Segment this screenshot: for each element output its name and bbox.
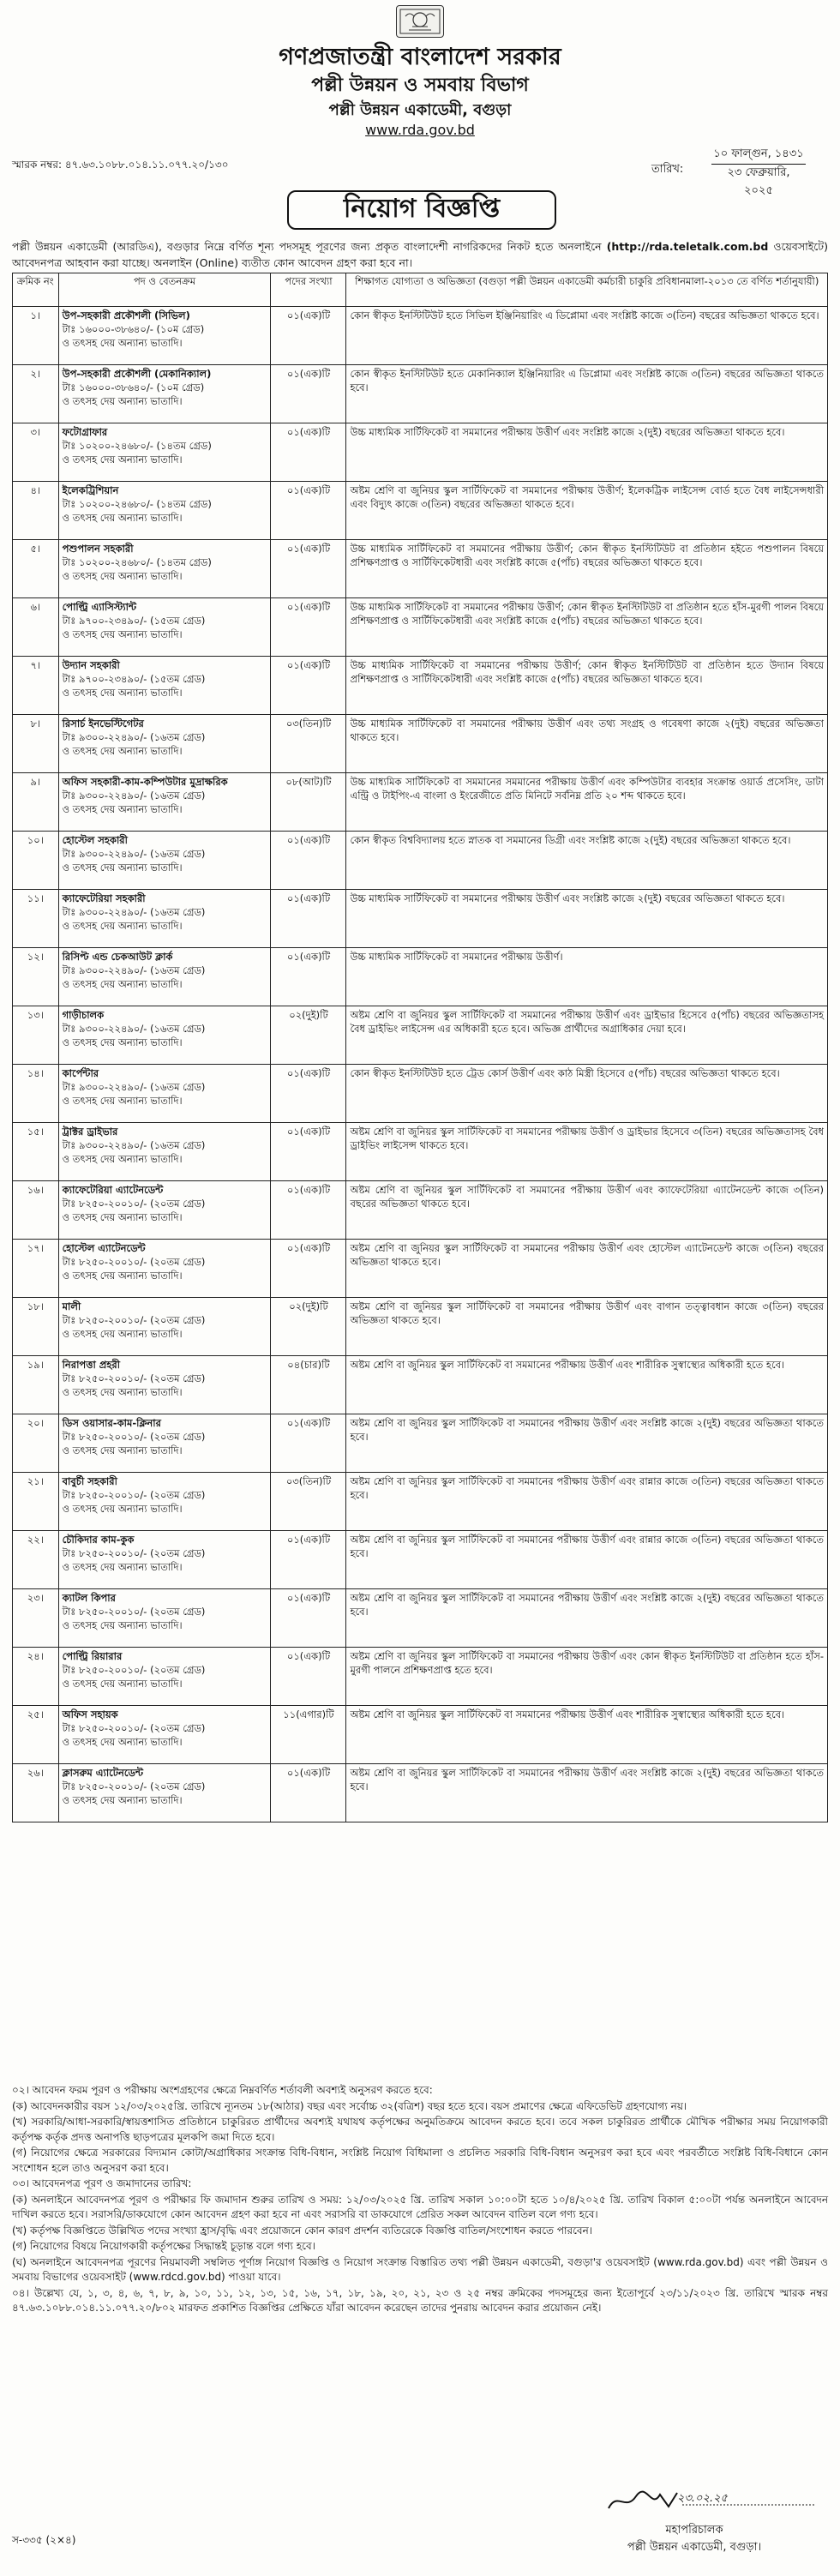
table-row [13,715,828,773]
row-post [58,1531,271,1589]
row-post [58,1706,271,1764]
table-row [13,307,828,365]
row-count: ০১(এক)টি [271,832,346,890]
row-sl: ২২। [13,1531,59,1589]
row-sl: ৯। [13,773,59,832]
row-count: ০১(এক)টি [271,948,346,1006]
org-title: গণপ্রজাতন্ত্রী বাংলাদেশ সরকার [279,44,561,70]
row-qualification: কোন স্বীকৃত ইনস্টিটিউট হতে ট্রেড কোর্স উত্তীর্ণ এবং কাঠ মিস্ত্রী হিসেবে ৫(পাঁচ) বছরের অভিজ্ঞতা থাকতে হবে। [346,1065,828,1123]
post-pay-scale: টাঃ ৮২৫০-২০০১০/- (২০তম গ্রেড) [62,1431,206,1443]
row-qualification: উচ্চ মাধ্যমিক সার্টিফিকেট বা সমমানের পরীক্ষায় উত্তীর্ণ; কোন স্বীকৃত ইনস্টিটিউট বা প্রতিষ্ঠান হতে উদ্যান বিষয়ে প্রশিক্ষণপ্রাপ্ত ও সার্টিফিকেটধারী এবং সংশ্লিষ্ট কাজে ৫(পাঁচ) বছরের অভিজ্ঞতা থাকতে হবে। [346,657,828,715]
row-count: ০৪(চার)টি [271,1356,346,1414]
post-pay-scale: টাঃ ৮২৫০-২০০১০/- (২০তম গ্রেড) [62,1547,206,1559]
header-sl: ক্রমিক নং [13,273,59,307]
table-row [13,1123,828,1181]
intro-paragraph [12,238,828,271]
post-name: চৌকিদার কাম-কুক [62,1534,135,1546]
post-name: রিসিপ্ট এন্ড চেকআউট ক্লার্ক [62,951,173,963]
row-qualification: অষ্টম শ্রেণি বা জুনিয়র স্কুল সার্টিফিকেট বা সমমানের পরীক্ষায় উত্তীর্ণ এবং ড্রাইভার হিসেবে ৫(পাঁচ) বছরের অভিজ্ঞতাসহ বৈধ ড্রাইভিং লাইসেন্স এর অধিকারী হতে হবে। অভিজ্ঞ প্রার্থীদের অগ্রাধিকার দেয়া হবে। [346,1006,828,1065]
row-qualification: উচ্চ মাধ্যমিক সার্টিফিকেট বা সমমানের পরীক্ষায় উত্তীর্ণ এবং তথ্য সংগ্রহ ও গবেষণা কাজে ২(দুই) বছরের অভিজ্ঞতা থাকতে হবে। [346,715,828,773]
date-bangla: ১০ ফাল্গুন, ১৪৩১ [711,146,806,165]
government-emblem-icon [396,5,444,38]
post-pay-scale: টাঃ ৯৩০০-২২৪৯০/- (১৬তম গ্রেড) [62,906,206,918]
post-allowance: ও তৎসহ দেয় অন্যান্য ভাতাদি। [62,1095,183,1107]
row-post [58,657,271,715]
row-count: ০২(দুই)টি [271,1006,346,1065]
row-post [58,482,271,540]
post-allowance: ও তৎসহ দেয় অন্যান্য ভাতাদি। [62,1270,183,1282]
row-sl: ৭। [13,657,59,715]
row-sl: ২৩। [13,1589,59,1648]
post-name: কার্পেন্টার [62,1067,99,1079]
row-qualification: অষ্টম শ্রেণি বা জুনিয়র স্কুল সার্টিফিকেট বা সমমানের পরীক্ষায় উত্তীর্ণ এবং সংশ্লিষ্ট কাজে ২(দুই) বছরের অভিজ্ঞতা থাকতে হবে। [346,1764,828,1822]
note-item: ০৪। উল্লেখ্য যে, ১, ৩, ৪, ৬, ৭, ৮, ৯, ১০, ১১, ১২, ১৩, ১৫, ১৬, ১৭, ১৮, ১৯, ২০, ২১, ২৩ ও ২৫ নম্বর ক্রমিকের পদসমূহের জন্য ইতোপূর্বে ২৩/১১/২০২৩ খ্রি. তারিখে স্মারক নম্বর ৪৭.৬৩.১০৮৮.০১৪.১১.০৭৭.২০/৮০২ মারফত প্রকাশিত বিজ্ঞপ্তির প্রেক্ষিতে যাঁরা আবেদন করেছেন তাদের পুনরায় আবেদন করার প্রয়োজন নেই। [12,2286,828,2314]
post-allowance: ও তৎসহ দেয় অন্যান্য ভাতাদি। [62,978,183,990]
post-name: বাবুর্চী সহকারী [62,1475,117,1487]
table-row [13,890,828,948]
row-sl: ৬। [13,598,59,657]
post-pay-scale: টাঃ ৮২৫০-২০০১০/- (২০তম গ্রেড) [62,1722,206,1734]
row-qualification: উচ্চ মাধ্যমিক সার্টিফিকেট বা সমমানের পরীক্ষায় উত্তীর্ণ; কোন স্বীকৃত ইনস্টিটিউট বা প্রতিষ্ঠান হতে হাঁস-মুরগী পালন বিষয়ে প্রশিক্ষণপ্রাপ্ত ও সার্টিফিকেটধারী এবং সংশ্লিষ্ট কাজে ৫(পাঁচ) বছরের অভিজ্ঞতা থাকতে হবে। [346,598,828,657]
post-name: ট্রাক্টর ড্রাইভার [62,1126,118,1138]
row-sl: ২৪। [13,1648,59,1706]
signatory-office: পল্লী উন্নয়ন একাডেমী, বগুড়া। [627,2541,762,2554]
row-qualification: কোন স্বীকৃত ইনস্টিটিউট হতে মেকানিক্যাল ইঞ্জিনিয়ারিং এ ডিপ্লোমা এবং সংশ্লিষ্ট কাজে ৩(তিন) বছরের অভিজ্ঞতা থাকতে হবে। [346,365,828,423]
post-pay-scale: টাঃ ৯৩০০-২২৪৯০/- (১৬তম গ্রেড) [62,790,206,802]
post-allowance: ও তৎসহ দেয় অন্যান্য ভাতাদি। [62,453,183,465]
post-allowance: ও তৎসহ দেয় অন্যান্য ভাতাদি। [62,745,183,757]
table-header-row [13,273,828,307]
row-post [58,1240,271,1298]
note-item: (গ) নিয়োগের ক্ষেত্রে সরকারের বিদ্যমান কোটা/অগ্রাধিকার সংক্রান্ত বিধি-বিধান, সংশ্লিষ্ট নিয়োগ বিধিমালা ও প্রচলিত সরকারি বিধি-বিধান অনুসরণ করা হবে এবং পরবর্তীতে সংশ্লিষ্ট বিধি-বিধানে কোন সংশোধন হলে তাও অনুসরণ করা হবে। [12,2147,828,2174]
row-post [58,1473,271,1531]
table-row [13,423,828,482]
row-post [58,1648,271,1706]
row-qualification: উচ্চ মাধ্যমিক সার্টিফিকেট বা সমমানের পরীক্ষায় উত্তীর্ণ এবং সংশ্লিষ্ট কাজে ২(দুই) বছরের অভিজ্ঞতা থাকতে হবে। [346,890,828,948]
table-row [13,1648,828,1706]
post-allowance: ও তৎসহ দেয় অন্যান্য ভাতাদি। [62,1153,183,1165]
row-count: ০১(এক)টি [271,540,346,598]
post-allowance: ও তৎসহ দেয় অন্যান্য ভাতাদি। [62,920,183,932]
post-allowance: ও তৎসহ দেয় অন্যান্য ভাতাদি। [62,1794,183,1806]
note-item: (ক) অনলাইনে আবেদনপত্র পূরণ ও পরীক্ষার ফি জমাদান শুরুর তারিখ ও সময়: ১২/০৩/২০২৫ খ্রি. তারিখ সকাল ১০:০০টা হতে ১০/৪/২০২৫ খ্রি. তারিখ বিকাল ৫:০০টা পর্যন্ত অনলাইনে আবেদন দাখিল করতে হবে। সরাসরি/ডাকযোগে কোন আবেদন গ্রহণ করা হবে না এবং সরাসরি বা ডাকযোগে প্রেরিত সকল আবেদন বাতিল বলে গণ্য হবে। [12,2193,828,2220]
post-allowance: ও তৎসহ দেয় অন্যান্য ভাতাদি। [62,1503,183,1515]
row-count: ১১(এগার)টি [271,1706,346,1764]
row-post [58,773,271,832]
row-post [58,365,271,423]
table-row [13,1006,828,1065]
row-count: ০১(এক)টি [271,1414,346,1473]
academy-title: পল্লী উন্নয়ন একাডেমী, বগুড়া [328,101,512,119]
row-sl: ১১। [13,890,59,948]
row-post [58,1356,271,1414]
post-name: অফিস সহকারী-কাম-কম্পিউটার মুদ্রাক্ষরিক [62,776,228,788]
post-pay-scale: টাঃ ৮২৫০-২০০১০/- (২০তম গ্রেড) [62,1606,206,1618]
post-name: পশুপালন সহকারী [62,543,134,555]
row-qualification: অষ্টম শ্রেণি বা জুনিয়র স্কুল সার্টিফিকেট বা সমমানের পরীক্ষায় উত্তীর্ণ ও ড্রাইভার হিসেবে ৩(তিন) বছরের অভিজ্ঞতাসহ বৈধ ড্রাইভিং লাইসেন্স থাকতে হবে। [346,1123,828,1181]
row-sl: ৩। [13,423,59,482]
post-name: হোস্টেল এ্যাটেনডেন্ট [62,1242,146,1254]
row-sl: ২। [13,365,59,423]
row-count: ০১(এক)টি [271,1065,346,1123]
post-pay-scale: টাঃ ৮২৫০-২০০১০/- (২০তম গ্রেড) [62,1314,206,1326]
row-post [58,1181,271,1240]
note-item: (খ) কর্তৃপক্ষ বিজ্ঞপ্তিতে উল্লিখিত পদের সংখ্যা হ্রাস/বৃদ্ধি এবং প্রয়োজনে কোন কারণ প্রদর্শন ব্যতিরেকে বিজ্ঞপ্তি বাতিল/সংশোধন করতে পারবেন। [12,2224,593,2237]
row-qualification: অষ্টম শ্রেণি বা জুনিয়র স্কুল সার্টিফিকেট বা সমমানের পরীক্ষায় উত্তীর্ণ এবং রান্নার কাজে ৩(তিন) বছরের অভিজ্ঞতা থাকতে হবে। [346,1531,828,1589]
table-row [13,482,828,540]
signature-date: ২৩.০২.২৫ [677,2492,728,2505]
post-allowance: ও তৎসহ দেয় অন্যান্য ভাতাদি। [62,1678,183,1690]
row-post [58,423,271,482]
row-qualification: অষ্টম শ্রেণি বা জুনিয়র স্কুল সার্টিফিকেট বা সমমানের পরীক্ষায় উত্তীর্ণ এবং শারীরিক সুস্বাস্থ্যের অধিকারী হতে হবে। [346,1356,828,1414]
row-count: ০১(এক)টি [271,1240,346,1298]
ad-code: স-৩৩৫ (২×৪) [12,2534,76,2546]
row-sl: ১৩। [13,1006,59,1065]
post-allowance: ও তৎসহ দেয় অন্যান্য ভাতাদি। [62,1736,183,1748]
note-item: (ক) আবেদনকারীর বয়স ১২/০৩/২০২৫খ্রি. তারিখে ন্যূনতম ১৮(আঠার) বছর এবং সর্বোচ্চ ৩২(বত্রিশ) বছর হতে হবে। বয়স প্রমাণের ক্ষেত্রে এফিডেভিট গ্রহণযোগ্য নয়। [12,2099,687,2112]
posts-table-body [13,307,828,1822]
post-pay-scale: টাঃ ৯৩০০-২২৪৯০/- (১৬তম গ্রেড) [62,731,206,743]
table-row [13,365,828,423]
division-title: পল্লী উন্নয়ন ও সমবায় বিভাগ [311,75,529,96]
intro-text-2: ওয়েবসাইটে) আবেদনপত্র আহবান করা যাচ্ছে। অনলাইন (Online) ব্যতীত কোন আবেদন গ্রহণ করা হবে না। [12,240,828,269]
row-qualification: অষ্টম শ্রেণি বা জুনিয়র স্কুল সার্টিফিকেট বা সমমানের পরীক্ষায় উত্তীর্ণ এবং শারীরিক সুস্বাস্থ্যের অধিকারী হতে হবে। [346,1706,828,1764]
post-allowance: ও তৎসহ দেয় অন্যান্য ভাতাদি। [62,687,183,699]
post-pay-scale: টাঃ ৮২৫০-২০০১০/- (২০তম গ্রেড) [62,1489,206,1501]
post-pay-scale: টাঃ ৮২৫০-২০০১০/- (২০তম গ্রেড) [62,1372,206,1384]
post-pay-scale: টাঃ ১০২০০-২৪৬৮০/- (১৪তম গ্রেড) [62,440,212,452]
date-english: ২৩ ফেব্রুয়ারি, ২০২৫ [727,166,790,197]
row-post [58,1006,271,1065]
table-row [13,1181,828,1240]
post-pay-scale: টাঃ ৯৩০০-২২৪৯০/- (১৬তম গ্রেড) [62,1081,206,1093]
post-name: ক্যাফেটেরিয়া এ্যাটেনডেন্ট [62,1184,164,1196]
post-pay-scale: টাঃ ৮২৫০-২০০১০/- (২০তম গ্রেড) [62,1664,206,1676]
note-item: (গ) নিয়োগের বিষয়ে নিয়োগকারী কর্তৃপক্ষের সিদ্ধান্তই চূড়ান্ত বলে গণ্য হবে। [12,2240,315,2252]
post-name: হোস্টেল সহকারী [62,834,128,846]
row-count: ০১(এক)টি [271,307,346,365]
header-qual: শিক্ষাগত যোগ্যতা ও অভিজ্ঞতা (বগুড়া পল্লী উন্নয়ন একাডেমী কর্মচারী চাকুরি প্রবিধানমালা-২০১৩ তে বর্ণিত শর্তানুযায়ী) [346,273,828,307]
row-qualification: অষ্টম শ্রেণি বা জুনিয়র স্কুল সার্টিফিকেট বা সমমানের পরীক্ষায় উত্তীর্ণ এবং সংশ্লিষ্ট কাজে ২(দুই) বছরের অভিজ্ঞতা থাকতে হবে। [346,1414,828,1473]
post-allowance: ও তৎসহ দেয় অন্যান্য ভাতাদি। [62,337,183,349]
row-count: ০১(এক)টি [271,1181,346,1240]
signatory-title: মহাপরিচালক [665,2524,723,2537]
post-name: ক্যাটল কিপার [62,1592,116,1604]
post-allowance: ও তৎসহ দেয় অন্যান্য ভাতাদি। [62,1561,183,1573]
post-pay-scale: টাঃ ৯৩০০-২২৪৯০/- (১৬তম গ্রেড) [62,1023,206,1035]
table-row [13,1356,828,1414]
row-count: ০১(এক)টি [271,1648,346,1706]
row-qualification: কোন স্বীকৃত ইনস্টিটিউট হতে সিভিল ইঞ্জিনিয়ারিং এ ডিপ্লোমা এবং সংশ্লিষ্ট কাজে ৩(তিন) বছরের অভিজ্ঞতা থাকতে হবে। [346,307,828,365]
row-sl: ২০। [13,1414,59,1473]
post-name: ক্যাফেটেরিয়া সহকারী [62,892,146,904]
row-count: ০১(এক)টি [271,365,346,423]
row-sl: ২১। [13,1473,59,1531]
table-row [13,1764,828,1822]
row-count: ০১(এক)টি [271,1589,346,1648]
row-qualification: উচ্চ মাধ্যমিক সার্টিফিকেট বা সমমানের সমমানের পরীক্ষায় উত্তীর্ণ এবং কম্পিউটার ব্যবহার সংক্রান্ত ওয়ার্ড প্রসেসিং, ডাটা এন্ট্রি ও টাইপিং-এ বাংলা ও ইংরেজীতে প্রতি মিনিটে সর্বনিম্ন প্রতি ২০ শব্দ থাকতে হবে। [346,773,828,832]
row-sl: ১৮। [13,1298,59,1356]
row-sl: ২৬। [13,1764,59,1822]
row-qualification: কোন স্বীকৃত বিশ্ববিদ্যালয় হতে স্নাতক বা সমমানের ডিগ্রী এবং সংশ্লিষ্ট কাজে ২(দুই) বছরের অভিজ্ঞতা থাকতে হবে। [346,832,828,890]
row-post [58,948,271,1006]
row-sl: ১৭। [13,1240,59,1298]
row-post [58,832,271,890]
row-qualification: অষ্টম শ্রেণি বা জুনিয়র স্কুল সার্টিফিকেট বা সমমানের পরীক্ষায় উত্তীর্ণ এবং বাগান তত্ত্বাবধান কাজে ৩(তিন) বছরের অভিজ্ঞতা থাকতে হবে। [346,1298,828,1356]
apply-link[interactable]: (http://rda.teletalk.com.bd [606,240,769,253]
post-allowance: ও তৎসহ দেয় অন্যান্য ভাতাদি। [62,1328,183,1340]
row-sl: ১৪। [13,1065,59,1123]
post-allowance: ও তৎসহ দেয় অন্যান্য ভাতাদি। [62,570,183,582]
row-sl: ৫। [13,540,59,598]
post-name: ডিস ওয়াসার-কাম-ক্লিনার [62,1417,161,1429]
row-count: ০১(এক)টি [271,598,346,657]
post-name: নিরাপত্তা প্রহরী [62,1359,121,1371]
row-sl: ১৯। [13,1356,59,1414]
row-count: ০২(দুই)টি [271,1298,346,1356]
post-allowance: ও তৎসহ দেয় অন্যান্য ভাতাদি। [62,803,183,815]
post-allowance: ও তৎসহ দেয় অন্যান্য ভাতাদি। [62,512,183,524]
header-post: পদ ও বেতনক্রম [58,273,271,307]
row-post [58,715,271,773]
post-name: রিসার্চ ইনভেস্টিগেটর [62,718,144,730]
post-name: মালী [62,1300,81,1312]
intro-text-1: পল্লী উন্নয়ন একাডেমী (আরডিএ), বগুড়ার নিম্নে বর্ণিত শূন্য পদসমূহ পূরণের জন্য প্রকৃত বাংলাদেশী নাগরিকদের নিকট হতে অনলাইনে [12,240,602,253]
row-post [58,540,271,598]
note-item: (খ) সরকারি/আধা-সরকারি/স্বায়ত্তশাসিত প্রতিষ্ঠানে চাকুরিরত প্রার্থীদের অবশ্যই যথাযথ কর্তৃপক্ষের অনুমতিক্রমে আবেদন করতে হবে। তবে সকল চাকুরিরত প্রার্থীকে মৌখিক পরীক্ষার সময় নিয়োগকারী কর্তৃপক্ষ কর্তৃক প্রদত্ত অনাপত্তি ছাড়পত্রের মূলকপি জমা দিতে হবে। [12,2116,828,2143]
notice-title: নিয়োগ বিজ্ঞপ্তি [287,190,556,230]
table-row [13,540,828,598]
post-name: পোল্ট্রি রিয়ারার [62,1650,123,1662]
table-row [13,832,828,890]
post-pay-scale: টাঃ ৮২৫০-২০০১০/- (২০তম গ্রেড) [62,1256,206,1268]
header-count: পদের সংখ্যা [271,273,346,307]
post-pay-scale: টাঃ ৮২৫০-২০০১০/- (২০তম গ্রেড) [62,1198,206,1210]
post-pay-scale: টাঃ ৮২৫০-২০০১০/- (২০তম গ্রেড) [62,1780,206,1792]
post-pay-scale: টাঃ ৯৭০০-২৩৪৯০/- (১৫তম গ্রেড) [62,615,206,627]
post-allowance: ও তৎসহ দেয় অন্যান্য ভাতাদি। [62,1444,183,1456]
table-row [13,1531,828,1589]
date-label: তারিখ: [651,163,684,176]
post-name: অফিস সহায়ক [62,1708,118,1720]
post-name: ইলেকট্রিশিয়ান [62,484,119,496]
post-name: উদ্যান সহকারী [62,659,120,671]
table-row [13,1589,828,1648]
row-count: ০১(এক)টি [271,482,346,540]
row-qualification: অষ্টম শ্রেণি বা জুনিয়র স্কুল সার্টিফিকেট বা সমমানের পরীক্ষায় উত্তীর্ণ এবং রান্নার কাজে ৩(তিন) বছরের অভিজ্ঞতা থাকতে হবে। [346,1473,828,1531]
row-sl: ১৫। [13,1123,59,1181]
notes-section [12,2083,828,2317]
post-pay-scale: টাঃ ৯৩০০-২২৪৯০/- (১৬তম গ্রেড) [62,964,206,976]
table-row [13,657,828,715]
row-count: ০১(এক)টি [271,1123,346,1181]
post-name: উপ-সহকারী প্রকৌশলী (মেকানিক্যাল) [62,368,212,380]
post-allowance: ও তৎসহ দেয় অন্যান্য ভাতাদি। [62,628,183,640]
post-pay-scale: টাঃ ১৬০০০-৩৮৬৪০/- (১০ম গ্রেড) [62,381,205,393]
post-allowance: ও তৎসহ দেয় অন্যান্য ভাতাদি। [62,1036,183,1048]
row-count: ০১(এক)টি [271,423,346,482]
post-pay-scale: টাঃ ১০২০০-২৪৬৮০/- (১৪তম গ্রেড) [62,498,212,510]
row-count: ০৮(আট)টি [271,773,346,832]
row-post [58,598,271,657]
post-name: ফটোগ্রাফার [62,426,108,438]
post-name: গাড়ীচালক [62,1009,105,1021]
row-post [58,1065,271,1123]
row-count: ০৩(তিন)টি [271,1473,346,1531]
row-sl: ১২। [13,948,59,1006]
note-item: ০২। আবেদন ফরম পূরণ ও পরীক্ষায় অংশগ্রহণের ক্ষেত্রে নিম্নবর্ণিত শর্তাবলী অবশ্যই অনুসরণ করতে হবে: [12,2084,433,2096]
row-post [58,1764,271,1822]
posts-table [12,273,828,1822]
post-allowance: ও তৎসহ দেয় অন্যান্য ভাতাদি। [62,1386,183,1398]
post-allowance: ও তৎসহ দেয় অন্যান্য ভাতাদি। [62,862,183,874]
post-pay-scale: টাঃ ৯৩০০-২২৪৯০/- (১৬তম গ্রেড) [62,1139,206,1151]
post-allowance: ও তৎসহ দেয় অন্যান্য ভাতাদি। [62,1211,183,1223]
memo-number: স্মারক নম্বর: ৪৭.৬৩.১০৮৮.০১৪.১১.০৭৭.২০/১৩০ [12,159,229,171]
post-pay-scale: টাঃ ৯৩০০-২২৪৯০/- (১৬তম গ্রেড) [62,848,206,860]
row-post [58,890,271,948]
table-row [13,1414,828,1473]
row-count: ০১(এক)টি [271,1764,346,1822]
row-post [58,1414,271,1473]
table-row [13,1473,828,1531]
note-item: ০৩। আবেদনপত্র পূরণ ও জমাদানের তারিখ: [12,2177,192,2189]
row-sl: ১০। [13,832,59,890]
row-qualification: অষ্টম শ্রেণি বা জুনিয়র স্কুল সার্টিফিকেট বা সমমানের পরীক্ষায় উত্তীর্ণ এবং সংশ্লিষ্ট কাজে ২(দুই) বছরের অভিজ্ঞতা থাকতে হবে। [346,1589,828,1648]
post-allowance: ও তৎসহ দেয় অন্যান্য ভাতাদি। [62,395,183,407]
row-qualification: উচ্চ মাধ্যমিক সার্টিফিকেট বা সমমানের পরীক্ষায় উত্তীর্ণ এবং সংশ্লিষ্ট কাজে ২(দুই) বছরের অভিজ্ঞতা থাকতে হবে। [346,423,828,482]
row-count: ০১(এক)টি [271,1531,346,1589]
post-pay-scale: টাঃ ৯৭০০-২৩৪৯০/- (১৫তম গ্রেড) [62,673,206,685]
post-allowance: ও তৎসহ দেয় অন্যান্য ভাতাদি। [62,1619,183,1631]
row-post [58,1589,271,1648]
website-link[interactable]: www.rda.gov.bd [365,122,475,138]
note-item: (ঘ) অনলাইনে আবেদনপত্র পূরণের নিয়মাবলী সম্বলিত পূর্ণাঙ্গ নিয়োগ বিজ্ঞপ্তি ও নিয়োগ সংক্রান্ত বিস্তারিত তথ্য পল্লী উন্নয়ন একাডেমী, বগুড়া'র ওয়েবসাইট (www.rda.gov.bd) এবং পল্লী উন্নয়ন ও সমবায় বিভাগের ওয়েবসাইট (www.rdcd.gov.bd) পাওয়া যাবে। [12,2255,828,2283]
row-count: ০১(এক)টি [271,890,346,948]
row-sl: ১। [13,307,59,365]
row-post [58,1298,271,1356]
row-count: ০৩(তিন)টি [271,715,346,773]
table-row [13,1065,828,1123]
table-row [13,1240,828,1298]
table-row [13,773,828,832]
post-pay-scale: টাঃ ১৬০০০-৩৮৬৪০/- (১০ম গ্রেড) [62,323,205,335]
row-sl: ২৫। [13,1706,59,1764]
row-sl: ১৬। [13,1181,59,1240]
post-name: পোল্ট্রি এ্যাসিস্ট্যান্ট [62,601,137,613]
row-post [58,1123,271,1181]
row-post [58,307,271,365]
row-qualification: অষ্টম শ্রেণি বা জুনিয়র স্কুল সার্টিফিকেট বা সমমানের পরীক্ষায় উত্তীর্ণ এবং কোন স্বীকৃত ইনস্টিটিউট বা প্রতিষ্ঠান হতে হাঁস-মুরগী পালনে প্রশিক্ষণপ্রাপ্ত হতে হবে। [346,1648,828,1706]
row-sl: ৪। [13,482,59,540]
table-row [13,598,828,657]
row-sl: ৮। [13,715,59,773]
post-pay-scale: টাঃ ১০২০০-২৪৬৮০/- (১৪তম গ্রেড) [62,556,212,568]
post-name: ক্লাসরুম এ্যাটেনডেন্ট [62,1767,144,1779]
row-qualification: উচ্চ মাধ্যমিক সার্টিফিকেট বা সমমানের পরীক্ষায় উত্তীর্ণ; কোন স্বীকৃত ইনস্টিটিউট বা প্রতিষ্ঠান হইতে পশুপালন বিষয়ে প্রশিক্ষণপ্রাপ্ত ও সার্টিফিকেটধারী এবং সংশ্লিষ্ট কাজে ৫(পাঁচ) বছরের অভিজ্ঞতা থাকতে হবে। [346,540,828,598]
row-qualification: অষ্টম শ্রেণি বা জুনিয়র স্কুল সার্টিফিকেট বা সমমানের পরীক্ষায় উত্তীর্ণ এবং ক্যাফেটেরিয়া এ্যাটেনডেন্ট কাজে ৩(তিন) বছরের অভিজ্ঞতা থাকতে হবে। [346,1181,828,1240]
row-qualification: অষ্টম শ্রেণি বা জুনিয়র স্কুল সার্টিফিকেট বা সমমানের পরীক্ষায় উত্তীর্ণ এবং হোস্টেল এ্যাটেনডেন্ট কাজে ৩(তিন) বছরের অভিজ্ঞতা থাকতে হবে। [346,1240,828,1298]
table-row [13,1706,828,1764]
table-row [13,948,828,1006]
row-count: ০১(এক)টি [271,657,346,715]
table-row [13,1298,828,1356]
row-qualification: উচ্চ মাধ্যমিক সার্টিফিকেট বা সমমানের পরীক্ষায় উত্তীর্ণ। [346,948,828,1006]
row-qualification: অষ্টম শ্রেণি বা জুনিয়র স্কুল সার্টিফিকেট বা সমমানের পরীক্ষায় উত্তীর্ণ; ইলেকট্রিক লাইসেন্স বোর্ড হতে বৈধ লাইসেন্সধারী এবং বিদ্যুৎ কাজে ৩(তিন) বছরের অভিজ্ঞতা থাকতে হবে। [346,482,828,540]
post-name: উপ-সহকারী প্রকৌশলী (সিভিল) [62,309,190,321]
